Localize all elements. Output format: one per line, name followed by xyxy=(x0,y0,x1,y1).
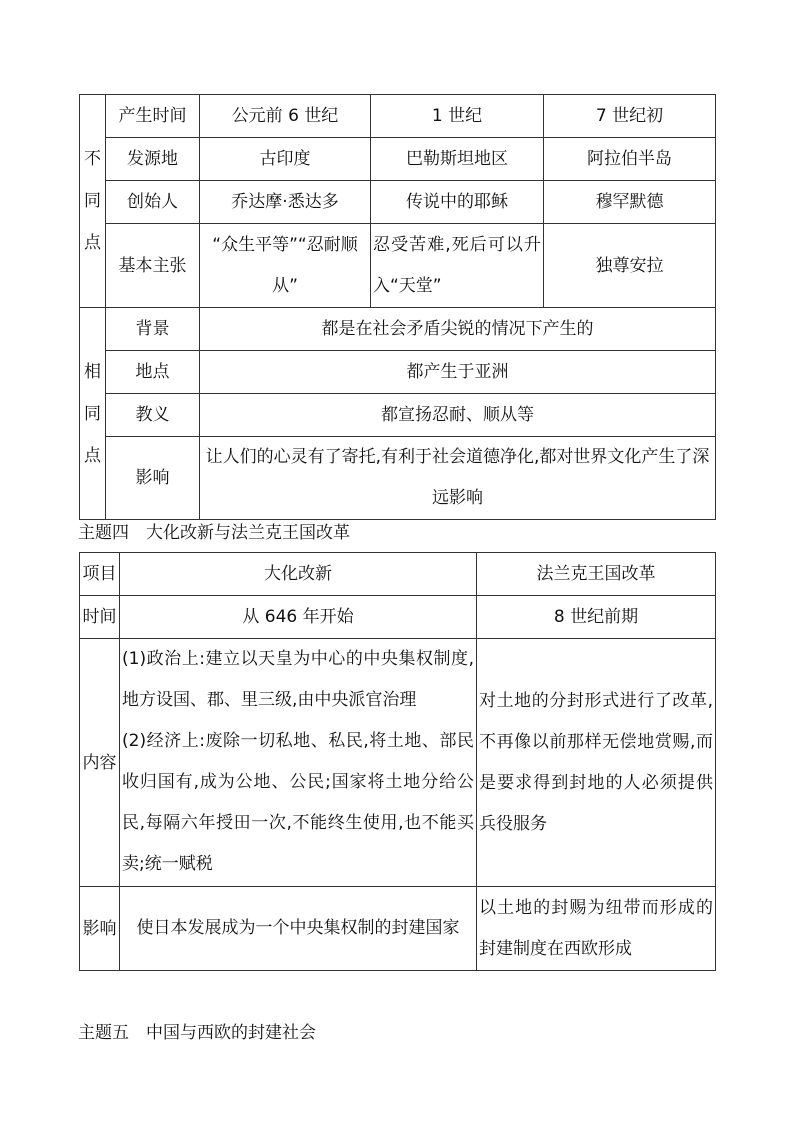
row-label-teaching: 教义 xyxy=(106,394,200,437)
taika-time: 从 646 年开始 xyxy=(120,596,477,639)
taika-political: (1)政治上:建立以天皇为中心的中央集权制度,地方设国、郡、里三级,由中央派官治理 xyxy=(122,649,474,710)
religions-comparison-table xyxy=(79,94,716,520)
islam-doctrine: 独尊安拉 xyxy=(544,224,716,308)
row-label-time: 产生时间 xyxy=(106,95,200,138)
taika-economic: (2)经济上:废除一切私地、私民,将土地、部民收归国有,成为公地、公民;国家将土地分给公民,每隔六年授田一次,不能终生使用,也不能买卖;统一赋税 xyxy=(122,731,474,874)
header-taika: 大化改新 xyxy=(120,553,477,596)
islam-founder: 穆罕默德 xyxy=(544,181,716,224)
topic5-title: 主题五 中国与西欧的封建社会 xyxy=(78,1023,316,1043)
row-label-founder: 创始人 xyxy=(106,181,200,224)
same-label: 相 同 点 xyxy=(80,308,106,520)
impact-value: 让人们的心灵有了寄托,有利于社会道德净化,都对世界文化产生了深远影响 xyxy=(200,437,716,520)
reform-comparison-table xyxy=(79,552,716,971)
row-label-background: 背景 xyxy=(106,308,200,351)
taika-impact: 使日本发展成为一个中央集权制的封建国家 xyxy=(120,887,477,971)
frank-time: 8 世纪前期 xyxy=(477,596,716,639)
row-label-doctrine: 基本主张 xyxy=(106,224,200,308)
islam-origin: 阿拉伯半岛 xyxy=(544,138,716,181)
buddhism-founder: 乔达摩·悉达多 xyxy=(200,181,371,224)
topic4-title: 主题四 大化改新与法兰克王国改革 xyxy=(78,523,350,543)
header-frank: 法兰克王国改革 xyxy=(477,553,716,596)
row-label-place: 地点 xyxy=(106,351,200,394)
header-item: 项目 xyxy=(80,553,120,596)
buddhism-origin: 古印度 xyxy=(200,138,371,181)
time-label: 时间 xyxy=(80,596,120,639)
background-value: 都是在社会矛盾尖锐的情况下产生的 xyxy=(200,308,716,351)
buddhism-doctrine: “众生平等”“忍耐顺从” xyxy=(200,224,371,308)
impact-label: 影响 xyxy=(80,887,120,971)
row-label-impact: 影响 xyxy=(106,437,200,520)
christianity-origin: 巴勒斯坦地区 xyxy=(371,138,544,181)
content-label: 内容 xyxy=(80,639,120,887)
diff-label: 不 同 点 xyxy=(80,95,106,308)
frank-impact: 以土地的封赐为纽带而形成的封建制度在西欧形成 xyxy=(477,887,716,971)
christianity-doctrine: 忍受苦难,死后可以升入“天堂” xyxy=(371,224,544,308)
christianity-time: 1 世纪 xyxy=(371,95,544,138)
frank-content: 对土地的分封形式进行了改革,不再像以前那样无偿地赏赐,而是要求得到封地的人必须提供兵役服务 xyxy=(477,639,716,887)
row-label-origin: 发源地 xyxy=(106,138,200,181)
teaching-value: 都宣扬忍耐、顺从等 xyxy=(200,394,716,437)
buddhism-time: 公元前 6 世纪 xyxy=(200,95,371,138)
christianity-founder: 传说中的耶稣 xyxy=(371,181,544,224)
taika-content xyxy=(120,639,477,887)
islam-time: 7 世纪初 xyxy=(544,95,716,138)
place-value: 都产生于亚洲 xyxy=(200,351,716,394)
